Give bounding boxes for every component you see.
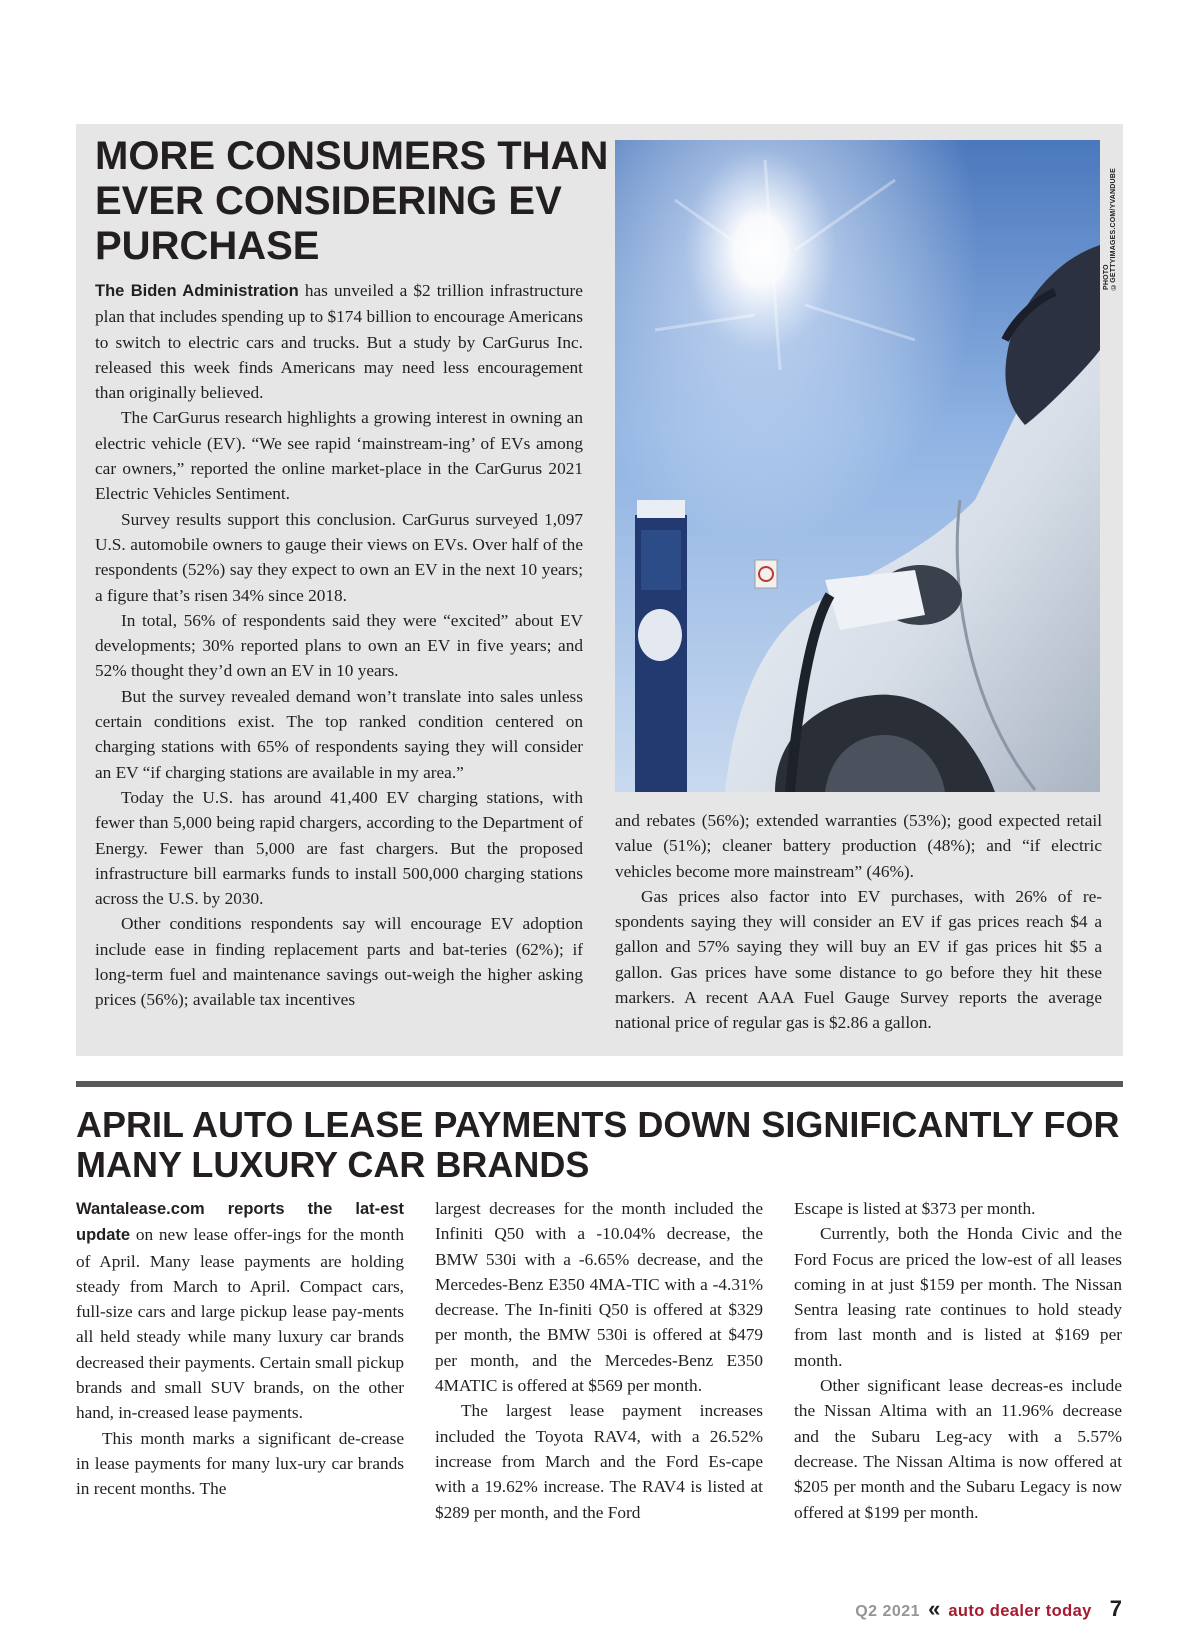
article2-paragraph: Currently, both the Honda Civic and the Ford Focus are priced the low-est of all leases coming in at just $159 per month. The Nissan Sentra leasing rate continues to hold steady from last month and is listed at $169 per month. [794,1224,1122,1370]
article1-headline: MORE CONSUMERS THAN EVER CONSIDERING EV PURCHASE [95,134,609,268]
photo-credit: PHOTO ©GETTYIMAGES.COM/YVANDUBE [1103,168,1117,290]
article2-p1-text: on new lease offer-ings for the month of April. Many lease payments are holding steady from March to April. Compact cars, full-size cars and large pickup lease pay-ments all held steady while many luxury car brands decreased their payments. Certain small pickup brands and small SUV brands, on the other hand, in-creased lease payments. [76,1225,404,1423]
article1-paragraph [95,278,583,405]
article1-paragraph: and rebates (56%); extended warranties (53%); good expected retail value (51%); cleaner battery production (48%); and “if electric vehicles become more mainstream” (46%). [615,811,1102,881]
article1-paragraph: Survey results support this conclusion. CarGurus surveyed 1,097 U.S. automobile owners to gauge their views on EVs. Over half of the respondents (52%) say they expect to own an EV in the next 10 years; a figure that’s risen 34% since 2018. [95,509,583,605]
article1-paragraph: In total, 56% of respondents said they were “excited” about EV developments; 30% reported plans to own an EV in five years; and 52% thought they’d own an EV in 10 years. [95,610,583,681]
article2-headline: APRIL AUTO LEASE PAYMENTS DOWN SIGNIFICANTLY FOR MANY LUXURY CAR BRANDS [76,1104,1120,1185]
article2-paragraph [76,1196,404,1426]
article1-paragraph: But the survey revealed demand won’t translate into sales unless certain conditions exist. The top ranked condition centered on charging stations with 65% of respondents saying they will consider an EV “if charging stations are available in my area.” [95,686,583,782]
article1-column-left [95,278,583,1013]
article2-lead: Wantalease.com reports the lat-est update [76,1200,404,1245]
article2-paragraph: The largest lease payment increases included the Toyota RAV4, with a 26.52% increase from March and the Ford Es-cape with a 19.62% increase. The RAV4 is listed at $289 per month, and the Ford [435,1401,763,1522]
page-footer [855,1596,1122,1622]
ev-charging-illustration [615,140,1100,792]
article2-paragraph: Other significant lease decreas-es include the Nissan Altima with an 11.96% decrease and the Subaru Leg-acy with a 5.57% decrease. The Nissan Altima is now offered at $205 per month and the Subaru Legacy is now offered at $199 per month. [794,1376,1122,1522]
article1-paragraph: Gas prices also factor into EV purchases, with 26% of re-spondents saying they will consider an EV if gas prices reach $4 a gallon and 57% saying they will buy an EV if gas prices hit $5 a gallon. Gas prices have some distance to go before they hit these markers. A recent AAA Fuel Gauge Survey reports the average national price of regular gas is $2.86 a gallon. [615,886,1102,1033]
article1-paragraph: Other conditions respondents say will encourage EV adoption include ease in finding replacement parts and bat-teries (62%); if long-term fuel and maintenance savings out-weigh the higher asking prices (56%); available tax incentives [95,914,583,1010]
article2-paragraph: Escape is listed at $373 per month. [794,1199,1036,1218]
article2-paragraph: largest decreases for the month included the Infiniti Q50 with a -10.04% decrease, the BMW 530i with a -6.65% decrease, and the Mercedes-Benz E350 4MA-TIC with a -4.31% decrease. The In-finiti Q50 is offered at $329 per month, the BMW 530i is offered at $479 per month, and the Mercedes-Benz E350 4MATIC is offered at $569 per month. [435,1199,763,1396]
article1-p1-text: has unveiled a $2 trillion infrastructure plan that includes spending up to $174 billion to encourage Americans to switch to electric cars and trucks. But a study by CarGurus Inc. released this week finds Americans may need less encouragement than originally believed. [95,281,583,403]
article2-column-3 [794,1196,1122,1525]
footer-separator: « [928,1596,941,1621]
article1-column-right [615,808,1102,1036]
ev-charging-photo [615,140,1100,792]
article2-column-2 [435,1196,763,1525]
footer-issue: Q2 2021 [855,1603,921,1620]
footer-page-number: 7 [1109,1596,1122,1621]
article1-paragraph: The CarGurus research highlights a growing interest in owning an electric vehicle (EV). “We see rapid ‘mainstream-ing’ of EVs among car owners,” reported the online market-place in the CarGurus 2021 Electric Vehicles Sentiment. [95,408,583,504]
article1-paragraph: Today the U.S. has around 41,400 EV charging stations, with fewer than 5,000 being rapid chargers, according to the Department of Energy. Fewer than 5,000 are fast chargers. But the proposed infrastructure bill earmarks funds to install 500,000 charging stations across the U.S. by 2030. [95,787,583,909]
article1-lead: The Biden Administration [95,282,299,300]
article2-column-1 [76,1196,404,1502]
article2-paragraph: This month marks a significant de-crease in lease payments for many lux-ury car brands in recent months. The [76,1428,404,1499]
section-divider [76,1081,1123,1087]
footer-publication: auto dealer today [948,1602,1092,1620]
